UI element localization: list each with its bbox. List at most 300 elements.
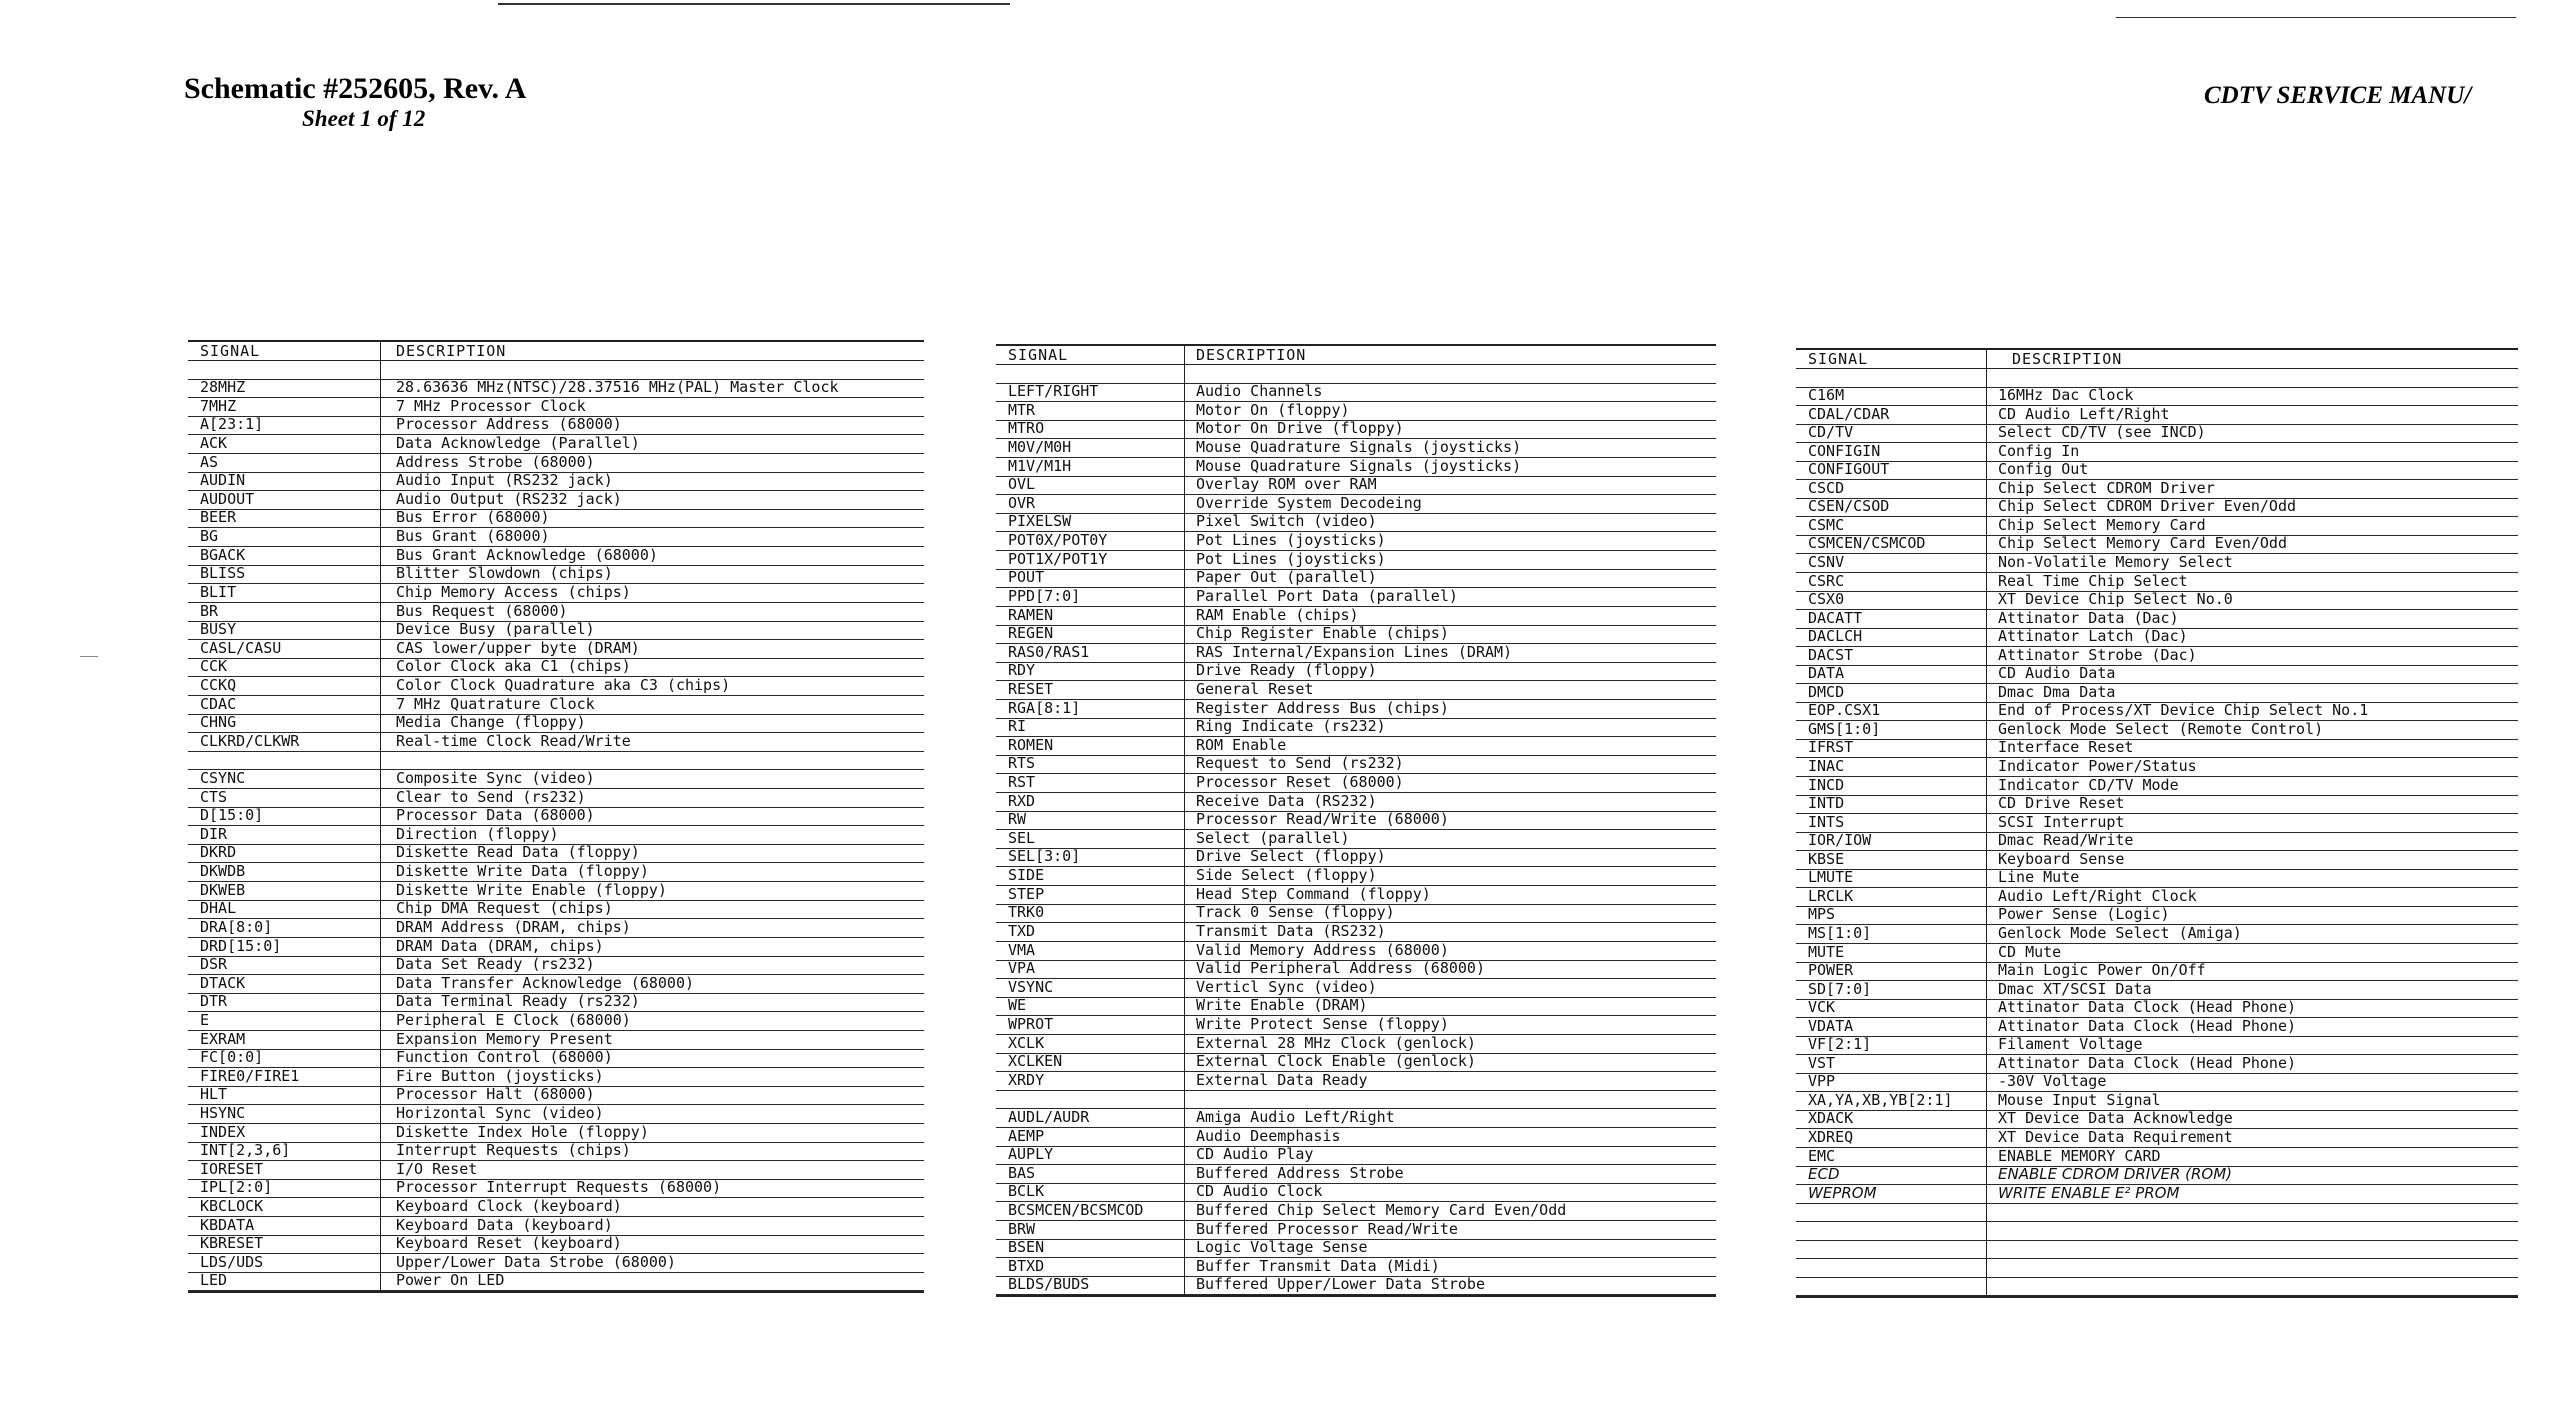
signal-name: WPROT xyxy=(1008,1014,1054,1033)
signal-description: Media Change (floppy) xyxy=(396,713,586,732)
signal-description: Keyboard Sense xyxy=(1998,849,2125,868)
signal-name: XA,YA,XB,YB[2:1] xyxy=(1808,1090,1953,1109)
description-column-header: DESCRIPTION xyxy=(396,342,507,360)
signal-name: XCLK xyxy=(1008,1033,1045,1052)
signal-name: RESET xyxy=(1008,679,1054,698)
table-row xyxy=(188,547,924,566)
table-row xyxy=(1796,1092,2518,1111)
signal-description: Buffered Upper/Lower Data Strobe xyxy=(1196,1275,1485,1294)
signal-name: CDAL/CDAR xyxy=(1808,404,1890,423)
table-row xyxy=(1796,1167,2518,1186)
signal-description: CD Mute xyxy=(1998,942,2062,961)
signal-description: Power On LED xyxy=(396,1271,505,1290)
signal-description: Chip Register Enable (chips) xyxy=(1196,624,1449,643)
signal-name: DTACK xyxy=(200,973,246,992)
table-row xyxy=(1796,666,2518,685)
signal-name: DHAL xyxy=(200,899,237,918)
table-row xyxy=(996,700,1716,719)
signal-name: C16M xyxy=(1808,386,1845,405)
signal-description: Color Clock Quadrature aka C3 (chips) xyxy=(396,675,731,694)
signal-description: CAS lower/upper byte (DRAM) xyxy=(396,638,640,657)
table-row xyxy=(1796,740,2518,759)
signal-name: ECD xyxy=(1808,1165,1840,1184)
table-body xyxy=(996,365,1716,1295)
signal-name: BAS xyxy=(1008,1163,1036,1182)
signal-description: Track 0 Sense (floppy) xyxy=(1196,903,1395,922)
signal-description: Buffered Processor Read/Write xyxy=(1196,1219,1458,1238)
signal-description: Chip Select CDROM Driver xyxy=(1998,478,2215,497)
signal-name: DMCD xyxy=(1808,682,1845,701)
table-row xyxy=(1796,1000,2518,1019)
signal-name: REGEN xyxy=(1008,624,1054,643)
table-row xyxy=(188,1124,924,1143)
signal-name: BTXD xyxy=(1008,1256,1045,1275)
table-row xyxy=(188,566,924,585)
signal-name: MUTE xyxy=(1808,942,1845,961)
column-divider xyxy=(1986,350,1987,1296)
signal-name: RAMEN xyxy=(1008,605,1054,624)
signal-description: Indicator CD/TV Mode xyxy=(1998,775,2179,794)
table-row xyxy=(188,826,924,845)
signal-description: Chip Select Memory Card xyxy=(1998,515,2206,534)
signal-column-header: SIGNAL xyxy=(1808,350,1869,368)
signal-description: Select CD/TV (see INCD) xyxy=(1998,423,2206,442)
signal-description: WRITE ENABLE E² PROM xyxy=(1998,1183,2180,1202)
signal-name: INTD xyxy=(1808,794,1845,813)
signal-description: Address Strobe (68000) xyxy=(396,452,595,471)
signal-description: Diskette Index Hole (floppy) xyxy=(396,1122,649,1141)
signal-name: WEPROM xyxy=(1808,1183,1877,1202)
blank-row xyxy=(1796,1241,2518,1260)
signal-name: DKWDB xyxy=(200,862,246,881)
signal-table-2 xyxy=(996,344,1716,1297)
signal-name: CONFIGIN xyxy=(1808,441,1881,460)
signal-description: Write Protect Sense (floppy) xyxy=(1196,1014,1449,1033)
table-row xyxy=(188,1180,924,1199)
signal-name: DRA[8:0] xyxy=(200,917,273,936)
signal-name: VCK xyxy=(1808,998,1836,1017)
signal-name: CLKRD/CLKWR xyxy=(200,731,300,750)
signal-description: Genlock Mode Select (Remote Control) xyxy=(1998,719,2324,738)
signal-name: LED xyxy=(200,1271,228,1290)
table-row xyxy=(188,715,924,734)
signal-description: Real-time Clock Read/Write xyxy=(396,731,631,750)
signal-column-header: SIGNAL xyxy=(1008,346,1069,364)
table-row xyxy=(188,919,924,938)
signal-description: Keyboard Clock (keyboard) xyxy=(396,1197,622,1216)
signal-name: 7MHZ xyxy=(200,396,237,415)
signal-description: End of Process/XT Device Chip Select No.1 xyxy=(1998,701,2369,720)
signal-description: CD Audio Data xyxy=(1998,664,2116,683)
table-row xyxy=(188,1105,924,1124)
table-row xyxy=(188,938,924,957)
table-row xyxy=(188,584,924,603)
table-row xyxy=(188,1198,924,1217)
table-row xyxy=(188,398,924,417)
blank-row xyxy=(996,365,1716,384)
signal-description: Mouse Quadrature Signals (joysticks) xyxy=(1196,438,1522,457)
table-row xyxy=(1796,406,2518,425)
signal-description: Processor Interrupt Requests (68000) xyxy=(396,1178,722,1197)
signal-description: Motor On Drive (floppy) xyxy=(1196,419,1404,438)
signal-description: Horizontal Sync (video) xyxy=(396,1103,604,1122)
signal-name: INDEX xyxy=(200,1122,246,1141)
signal-name: RAS0/RAS1 xyxy=(1008,642,1090,661)
blank-row xyxy=(1796,1259,2518,1278)
signal-name: BR xyxy=(200,601,219,620)
signal-name: IORESET xyxy=(200,1159,264,1178)
signal-description: Write Enable (DRAM) xyxy=(1196,996,1368,1015)
signal-description: Data Set Ready (rs232) xyxy=(396,955,595,974)
table-row xyxy=(188,845,924,864)
table-row xyxy=(996,551,1716,570)
signal-description: Real Time Chip Select xyxy=(1998,571,2188,590)
signal-name: BSEN xyxy=(1008,1238,1045,1257)
signal-description: Override System Decodeing xyxy=(1196,493,1422,512)
signal-description: DRAM Data (DRAM, chips) xyxy=(396,936,604,955)
signal-name: CHNG xyxy=(200,713,237,732)
signal-name: POUT xyxy=(1008,568,1045,587)
table-row xyxy=(996,867,1716,886)
table-row xyxy=(996,812,1716,831)
signal-name: E xyxy=(200,1010,210,1029)
signal-name: BLISS xyxy=(200,564,246,583)
blank-row xyxy=(1796,1278,2518,1297)
signal-name: LMUTE xyxy=(1808,868,1854,887)
table-row xyxy=(996,849,1716,868)
table-row xyxy=(1796,592,2518,611)
signal-description: Dmac Read/Write xyxy=(1998,831,2134,850)
table-row xyxy=(996,1128,1716,1147)
signal-name: KBDATA xyxy=(200,1215,255,1234)
signal-name: IFRST xyxy=(1808,738,1854,757)
top-rule-right xyxy=(2116,17,2516,18)
signal-name: STEP xyxy=(1008,884,1045,903)
signal-name: RDY xyxy=(1008,661,1036,680)
signal-description: Line Mute xyxy=(1998,868,2080,887)
signal-name: MTR xyxy=(1008,400,1036,419)
table-row xyxy=(996,1258,1716,1277)
signal-name: BGACK xyxy=(200,545,246,564)
signal-name: XDACK xyxy=(1808,1109,1854,1128)
table-row xyxy=(996,1072,1716,1091)
table-row xyxy=(1796,388,2518,407)
signal-description: -30V Voltage xyxy=(1998,1072,2107,1091)
signal-name: AUDL/AUDR xyxy=(1008,1107,1090,1126)
signal-description: Interrupt Requests (chips) xyxy=(396,1141,631,1160)
table-row xyxy=(188,901,924,920)
signal-name: AUDIN xyxy=(200,471,246,490)
table-row xyxy=(188,808,924,827)
table-row xyxy=(188,1050,924,1069)
table-row xyxy=(996,942,1716,961)
table-row xyxy=(996,793,1716,812)
signal-name: BCLK xyxy=(1008,1182,1045,1201)
signal-description: Indicator Power/Status xyxy=(1998,757,2197,776)
table-row xyxy=(1796,870,2518,889)
signal-description: Head Step Command (floppy) xyxy=(1196,884,1431,903)
signal-description: Receive Data (RS232) xyxy=(1196,791,1377,810)
signal-description: Config In xyxy=(1998,441,2080,460)
signal-description: Direction (floppy) xyxy=(396,824,559,843)
signal-description: RAM Enable (chips) xyxy=(1196,605,1359,624)
signal-description: Main Logic Power On/Off xyxy=(1998,961,2206,980)
table-row xyxy=(1796,480,2518,499)
table-row xyxy=(996,905,1716,924)
table-row xyxy=(996,774,1716,793)
signal-description: 7 MHz Processor Clock xyxy=(396,396,586,415)
table-row xyxy=(188,1068,924,1087)
signal-name: IOR/IOW xyxy=(1808,831,1872,850)
table-row xyxy=(1796,814,2518,833)
signal-description: Blitter Slowdown (chips) xyxy=(396,564,613,583)
table-row xyxy=(1796,1018,2518,1037)
signal-name: RTS xyxy=(1008,754,1036,773)
signal-name: VF[2:1] xyxy=(1808,1035,1872,1054)
signal-name: XDREQ xyxy=(1808,1127,1854,1146)
table-row xyxy=(188,510,924,529)
table-row xyxy=(996,402,1716,421)
table-row xyxy=(188,1236,924,1255)
table-row xyxy=(996,626,1716,645)
signal-name: DKWEB xyxy=(200,880,246,899)
blank-row xyxy=(996,1091,1716,1110)
table-row xyxy=(1796,573,2518,592)
signal-name: MTRO xyxy=(1008,419,1045,438)
description-column-header: DESCRIPTION xyxy=(1196,346,1307,364)
signal-name: VSYNC xyxy=(1008,977,1054,996)
table-row xyxy=(996,384,1716,403)
table-row xyxy=(188,1217,924,1236)
signal-description: Processor Address (68000) xyxy=(396,415,622,434)
signal-name: EMC xyxy=(1808,1146,1836,1165)
signal-description: Mouse Input Signal xyxy=(1998,1090,2161,1109)
table-row xyxy=(996,1109,1716,1128)
signal-name: IPL[2:0] xyxy=(200,1178,273,1197)
table-row xyxy=(188,789,924,808)
signal-description: Valid Peripheral Address (68000) xyxy=(1196,959,1485,978)
signal-description: 16MHz Dac Clock xyxy=(1998,386,2134,405)
signal-description: Fire Button (joysticks) xyxy=(396,1066,604,1085)
table-row xyxy=(996,1165,1716,1184)
table-row xyxy=(1796,1111,2518,1130)
signal-name: INTS xyxy=(1808,812,1845,831)
signal-description: SCSI Interrupt xyxy=(1998,812,2125,831)
signal-name: CSCD xyxy=(1808,478,1845,497)
signal-description: Attinator Data (Dac) xyxy=(1998,608,2179,627)
signal-description: Dmac Dma Data xyxy=(1998,682,2116,701)
table-row xyxy=(1796,851,2518,870)
table-row xyxy=(996,737,1716,756)
signal-name: CSRC xyxy=(1808,571,1845,590)
signal-description: Chip DMA Request (chips) xyxy=(396,899,613,918)
signal-name: OVL xyxy=(1008,475,1036,494)
table-row xyxy=(996,1202,1716,1221)
table-row xyxy=(188,1273,924,1292)
table-row xyxy=(996,514,1716,533)
signal-name: DIR xyxy=(200,824,228,843)
table-row xyxy=(996,1277,1716,1296)
signal-description: Power Sense (Logic) xyxy=(1998,905,2170,924)
signal-name: DACATT xyxy=(1808,608,1863,627)
signal-name: PPD[7:0] xyxy=(1008,586,1081,605)
signal-name: XRDY xyxy=(1008,1070,1045,1089)
signal-description: Device Busy (parallel) xyxy=(396,620,595,639)
signal-name: RI xyxy=(1008,717,1027,736)
signal-description: Data Transfer Acknowledge (68000) xyxy=(396,973,695,992)
table-row xyxy=(188,1031,924,1050)
table-row xyxy=(996,477,1716,496)
signal-name: HLT xyxy=(200,1085,228,1104)
signal-name: SIDE xyxy=(1008,866,1045,885)
table-row xyxy=(1796,907,2518,926)
signal-description: Valid Memory Address (68000) xyxy=(1196,940,1449,959)
table-row xyxy=(996,1240,1716,1259)
table-row xyxy=(1796,758,2518,777)
table-row xyxy=(996,532,1716,551)
signal-name: VPA xyxy=(1008,959,1036,978)
signal-name: WE xyxy=(1008,996,1027,1015)
signal-name: CSYNC xyxy=(200,769,246,788)
signal-name: BEER xyxy=(200,508,237,527)
signal-name: VST xyxy=(1808,1053,1836,1072)
signal-name: AS xyxy=(200,452,219,471)
table-row xyxy=(1796,443,2518,462)
schematic-title: Schematic #252605, Rev. A xyxy=(184,72,527,105)
signal-name: DSR xyxy=(200,955,228,974)
table-row xyxy=(996,1035,1716,1054)
table-row xyxy=(188,696,924,715)
signal-name: FIRE0/FIRE1 xyxy=(200,1066,300,1085)
table-row xyxy=(1796,517,2518,536)
table-row xyxy=(188,1143,924,1162)
signal-name: CTS xyxy=(200,787,228,806)
signal-description: Bus Error (68000) xyxy=(396,508,550,527)
signal-name: PIXELSW xyxy=(1008,512,1072,531)
signal-description: Pot Lines (joysticks) xyxy=(1196,549,1386,568)
table-row xyxy=(996,1016,1716,1035)
table-row xyxy=(188,1087,924,1106)
signal-name: MPS xyxy=(1808,905,1836,924)
signal-description: ENABLE CDROM DRIVER (ROM) xyxy=(1998,1165,2233,1184)
table-row xyxy=(996,439,1716,458)
signal-description: Interface Reset xyxy=(1998,738,2134,757)
signal-description: Verticl Sync (video) xyxy=(1196,977,1377,996)
signal-description: XT Device Chip Select No.0 xyxy=(1998,590,2233,609)
signal-name: DACST xyxy=(1808,645,1854,664)
table-row xyxy=(996,607,1716,626)
signal-name: D[15:0] xyxy=(200,806,264,825)
table-header xyxy=(1796,350,2518,369)
signal-description: Upper/Lower Data Strobe (68000) xyxy=(396,1252,676,1271)
signal-name: RW xyxy=(1008,810,1027,829)
signal-description: Attinator Data Clock (Head Phone) xyxy=(1998,1016,2297,1035)
signal-name: KBRESET xyxy=(200,1234,264,1253)
signal-name: RGA[8:1] xyxy=(1008,698,1081,717)
signal-description: Bus Grant Acknowledge (68000) xyxy=(396,545,658,564)
column-divider xyxy=(1184,346,1185,1295)
signal-description: General Reset xyxy=(1196,679,1314,698)
signal-name: BRW xyxy=(1008,1219,1036,1238)
signal-description: Audio Deemphasis xyxy=(1196,1126,1341,1145)
blank-row xyxy=(188,361,924,380)
table-row xyxy=(996,886,1716,905)
table-row xyxy=(1796,1037,2518,1056)
signal-description: Processor Reset (68000) xyxy=(1196,773,1404,792)
table-row xyxy=(996,923,1716,942)
signal-description: External Clock Enable (genlock) xyxy=(1196,1052,1476,1071)
signal-description: Processor Data (68000) xyxy=(396,806,595,825)
signal-name: KBCLOCK xyxy=(200,1197,264,1216)
signal-description: Attinator Strobe (Dac) xyxy=(1998,645,2197,664)
signal-description: Register Address Bus (chips) xyxy=(1196,698,1449,717)
table-row xyxy=(188,491,924,510)
signal-name: CDAC xyxy=(200,694,237,713)
signal-column-header: SIGNAL xyxy=(200,342,261,360)
signal-description: Chip Memory Access (chips) xyxy=(396,582,631,601)
table-row xyxy=(188,975,924,994)
signal-name: OVR xyxy=(1008,493,1036,512)
table-row xyxy=(1796,963,2518,982)
signal-name: POT1X/POT1Y xyxy=(1008,549,1108,568)
signal-name: DACLCH xyxy=(1808,627,1863,646)
table-row xyxy=(996,1054,1716,1073)
table-row xyxy=(188,733,924,752)
signal-name: TXD xyxy=(1008,921,1036,940)
top-rule-center xyxy=(498,3,1010,5)
signal-name: XCLKEN xyxy=(1008,1052,1063,1071)
table-row xyxy=(188,640,924,659)
table-row xyxy=(188,957,924,976)
signal-name: M0V/M0H xyxy=(1008,438,1072,457)
table-row xyxy=(1796,499,2518,518)
signal-description: I/O Reset xyxy=(396,1159,478,1178)
table-row xyxy=(1796,425,2518,444)
signal-name: ROMEN xyxy=(1008,735,1054,754)
table-row xyxy=(188,770,924,789)
signal-name: CSEN/CSOD xyxy=(1808,497,1890,516)
signal-name: 28MHZ xyxy=(200,378,246,397)
signal-description: Chip Select CDROM Driver Even/Odd xyxy=(1998,497,2297,516)
signal-description: Diskette Read Data (floppy) xyxy=(396,843,640,862)
table-row xyxy=(1796,554,2518,573)
signal-name: M1V/M1H xyxy=(1008,456,1072,475)
signal-description: Buffered Address Strobe xyxy=(1196,1163,1404,1182)
description-column-header: DESCRIPTION xyxy=(2012,350,2123,368)
signal-table-1 xyxy=(188,340,924,1293)
table-row xyxy=(1796,833,2518,852)
signal-name: INAC xyxy=(1808,757,1845,776)
signal-description: Request to Send (rs232) xyxy=(1196,754,1404,773)
table-row xyxy=(996,458,1716,477)
signal-name: CSNV xyxy=(1808,553,1845,572)
signal-description: Color Clock aka C1 (chips) xyxy=(396,657,631,676)
signal-description: Keyboard Data (keyboard) xyxy=(396,1215,613,1234)
table-row xyxy=(996,756,1716,775)
signal-name: VPP xyxy=(1808,1072,1836,1091)
signal-description: Clear to Send (rs232) xyxy=(396,787,586,806)
signal-name: CD/TV xyxy=(1808,423,1854,442)
signal-name: A[23:1] xyxy=(200,415,264,434)
table-row xyxy=(1796,703,2518,722)
table-row xyxy=(188,622,924,641)
signal-description: Drive Select (floppy) xyxy=(1196,847,1386,866)
signal-name: INT[2,3,6] xyxy=(200,1141,291,1160)
signal-description: Pot Lines (joysticks) xyxy=(1196,531,1386,550)
signal-description: Config Out xyxy=(1998,460,2089,479)
table-row xyxy=(188,863,924,882)
signal-description: Dmac XT/SCSI Data xyxy=(1998,979,2152,998)
